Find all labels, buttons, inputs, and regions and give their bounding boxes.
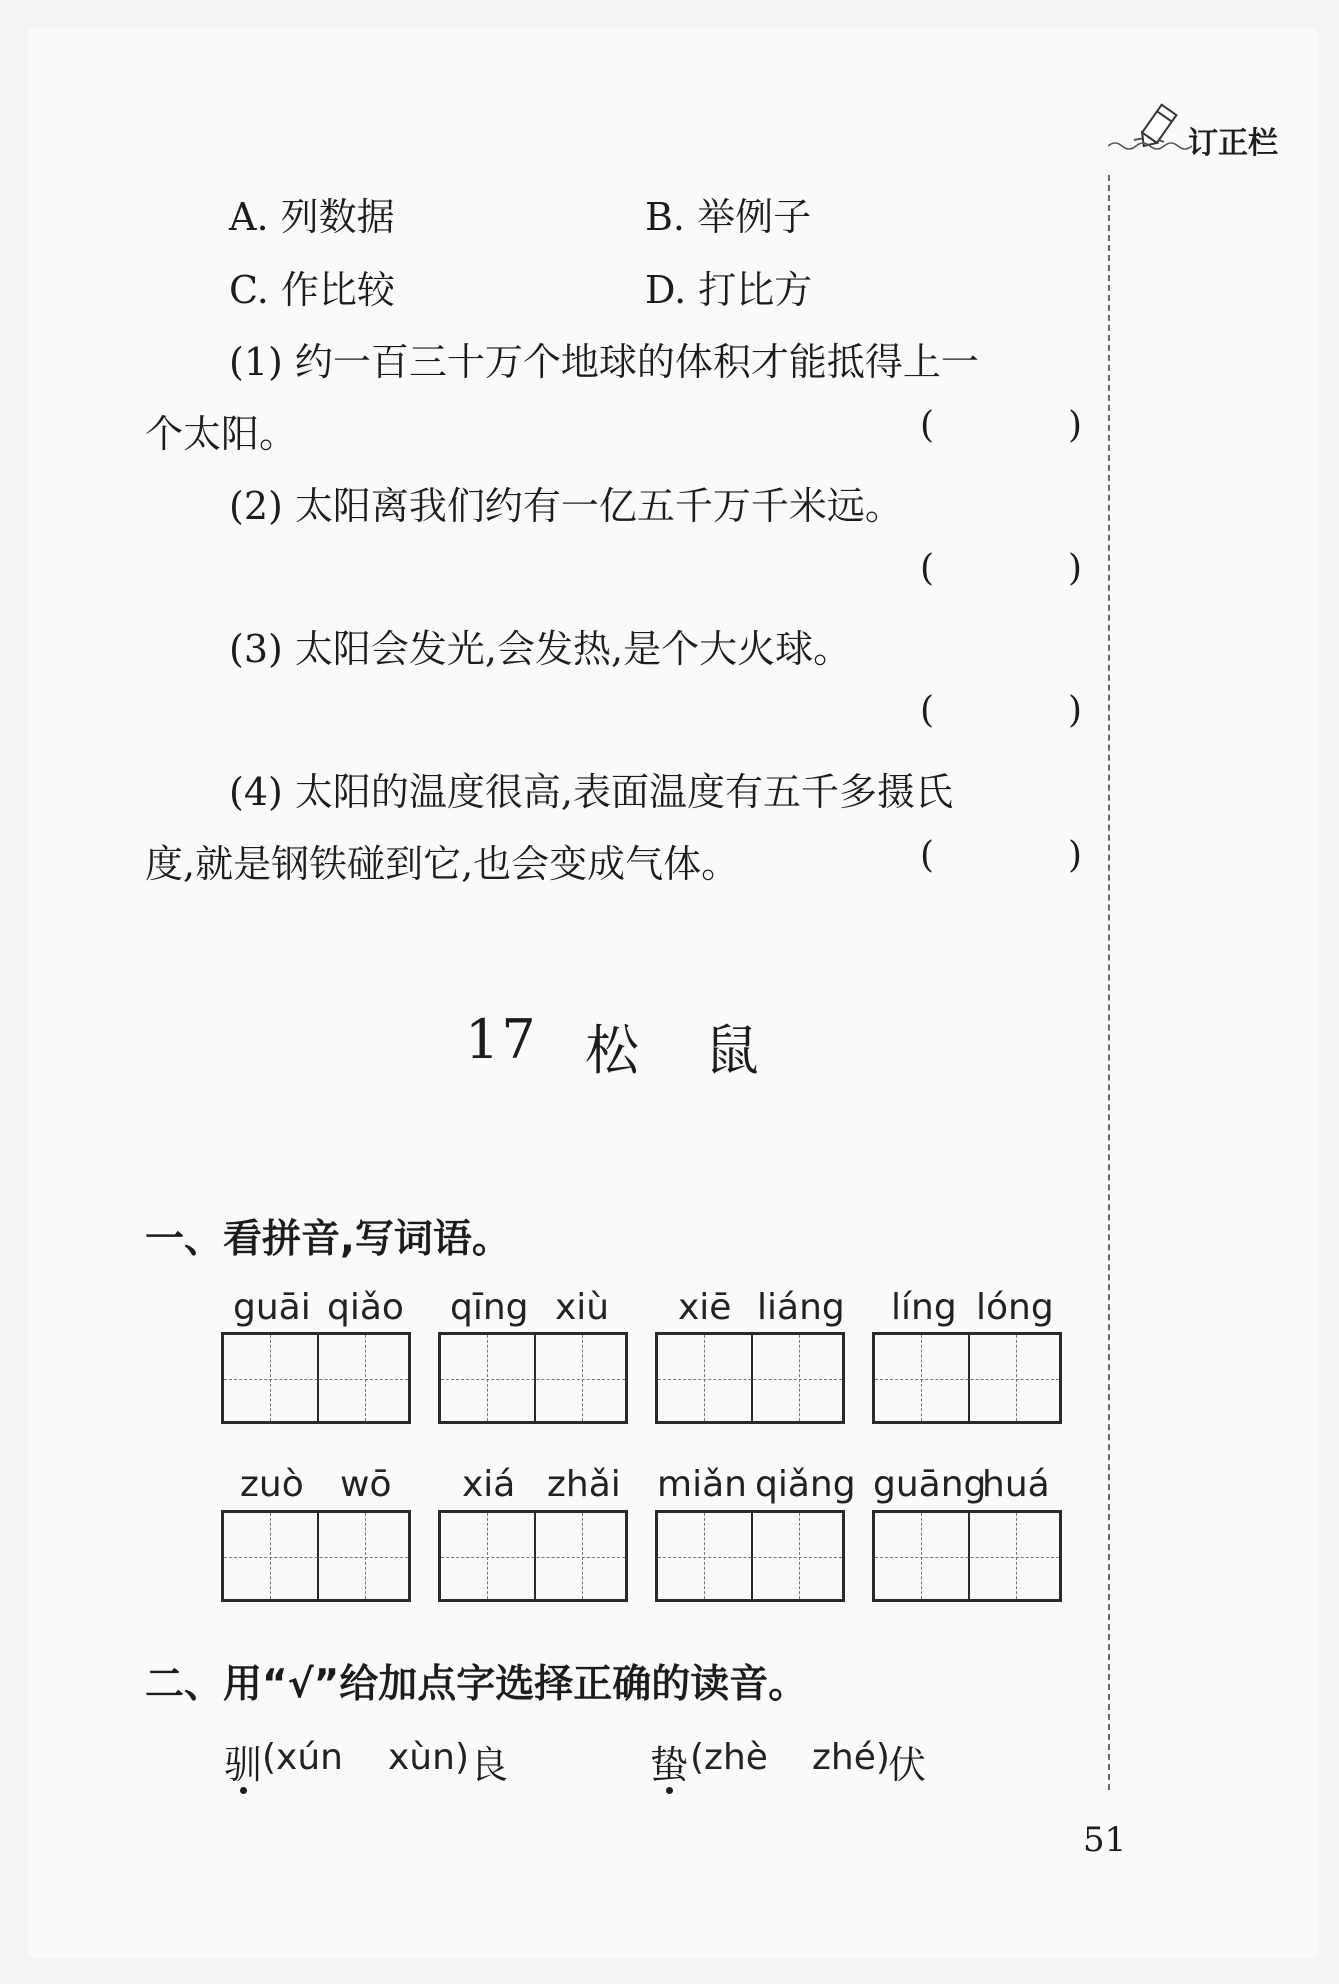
- question-4-line2: 度,就是钢铁碰到它,也会变成气体。: [145, 842, 740, 886]
- pinyin: zhǎi: [547, 1464, 621, 1505]
- option-b: B. 举例子: [645, 195, 812, 239]
- lesson-title-char-1: 松: [585, 1019, 641, 1082]
- correction-column-divider: [1108, 175, 1110, 1790]
- lesson-title-char-2: 鼠: [705, 1019, 761, 1082]
- emphasis-dot: [666, 1787, 673, 1794]
- option-c: C. 作比较: [229, 268, 395, 312]
- emphasis-dot: [240, 1787, 247, 1794]
- reading-option[interactable]: (zhè: [690, 1737, 768, 1778]
- pinyin: guāi: [233, 1287, 311, 1328]
- question-3-line1: (3) 太阳会发光,会发热,是个大火球。: [229, 627, 852, 671]
- writing-box[interactable]: [655, 1332, 845, 1424]
- section-1-heading: 一、看拼音,写词语。: [145, 1217, 511, 1262]
- answer-paren-right: ): [1068, 835, 1083, 876]
- answer-paren-right: ): [1068, 548, 1083, 589]
- pinyin: qiǎng: [755, 1464, 856, 1505]
- writing-box[interactable]: [655, 1510, 845, 1602]
- word-suffix: 良: [470, 1743, 509, 1787]
- option-a: A. 列数据: [229, 195, 395, 239]
- pinyin: qīng: [450, 1287, 529, 1328]
- pinyin: wō: [340, 1464, 392, 1505]
- correction-column-title: 订正栏: [1188, 126, 1278, 161]
- pinyin: líng: [891, 1287, 957, 1328]
- lesson-number: 17: [465, 1008, 538, 1071]
- writing-box[interactable]: [872, 1510, 1062, 1602]
- wave-decoration: [1108, 140, 1198, 152]
- word-suffix: 伏: [888, 1743, 927, 1787]
- option-d: D. 打比方: [645, 268, 813, 312]
- writing-box[interactable]: [438, 1332, 628, 1424]
- pinyin: zuò: [240, 1464, 304, 1505]
- answer-paren-left: (: [920, 548, 935, 589]
- dotted-character: 蛰: [650, 1743, 689, 1787]
- pinyin: miǎn: [657, 1464, 747, 1505]
- pinyin: lóng: [976, 1287, 1054, 1328]
- writing-box[interactable]: [221, 1510, 411, 1602]
- page-number: 51: [1083, 1820, 1127, 1860]
- pinyin: xiù: [555, 1287, 610, 1328]
- dotted-character: 驯: [224, 1743, 263, 1787]
- question-4-line1: (4) 太阳的温度很高,表面温度有五千多摄氏: [229, 770, 953, 814]
- pinyin: huá: [982, 1464, 1050, 1505]
- question-1-line2: 个太阳。: [145, 412, 298, 456]
- answer-paren-right: ): [1068, 405, 1083, 446]
- reading-option[interactable]: zhé): [812, 1737, 890, 1778]
- pinyin: qiǎo: [327, 1287, 404, 1328]
- reading-option[interactable]: (xún: [262, 1737, 343, 1778]
- pinyin: guāng: [873, 1464, 987, 1505]
- answer-paren-left: (: [920, 405, 935, 446]
- writing-box[interactable]: [438, 1510, 628, 1602]
- reading-option[interactable]: xùn): [388, 1737, 469, 1778]
- answer-paren-left: (: [920, 690, 935, 731]
- section-2-heading: 二、用“√”给加点字选择正确的读音。: [145, 1662, 808, 1707]
- question-2-line1: (2) 太阳离我们约有一亿五千万千米远。: [229, 484, 903, 528]
- writing-box[interactable]: [872, 1332, 1062, 1424]
- pinyin: liáng: [757, 1287, 845, 1328]
- pinyin: xiē: [678, 1287, 732, 1328]
- answer-paren-right: ): [1068, 690, 1083, 731]
- answer-paren-left: (: [920, 835, 935, 876]
- pinyin: xiá: [462, 1464, 516, 1505]
- question-1-line1: (1) 约一百三十万个地球的体积才能抵得上一: [229, 340, 979, 384]
- writing-box[interactable]: [221, 1332, 411, 1424]
